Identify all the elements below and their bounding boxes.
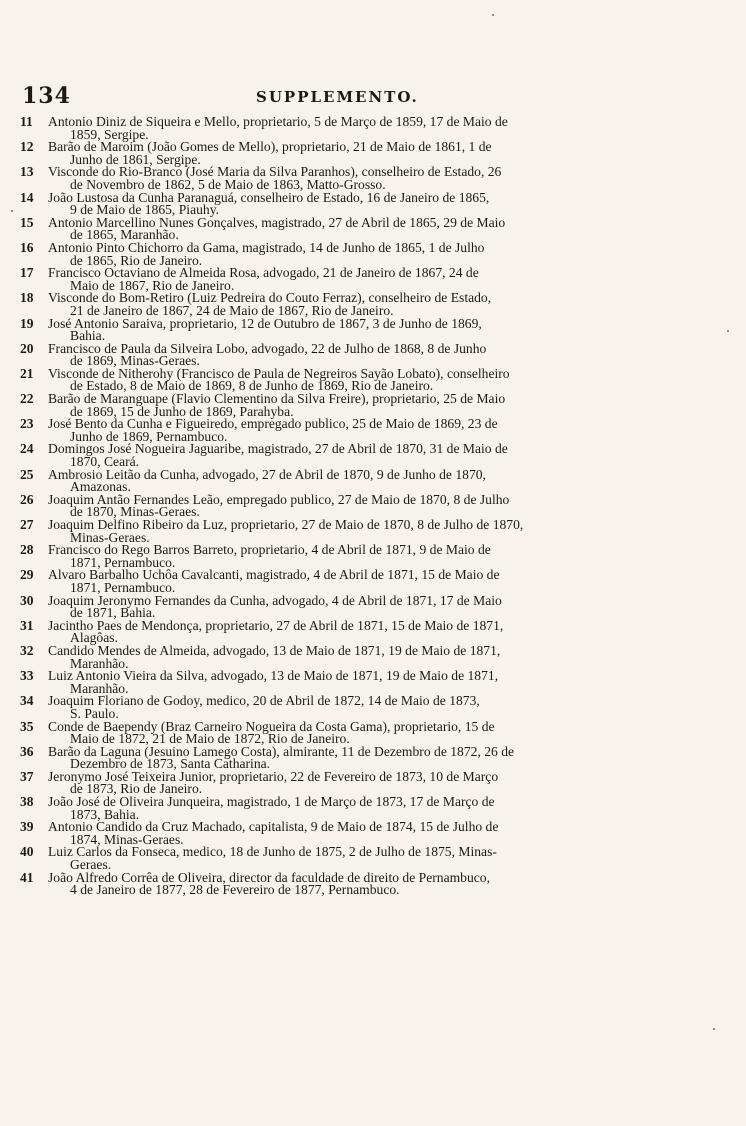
- entry-number: 11: [20, 114, 33, 129]
- entry-number: 19: [20, 315, 34, 331]
- entry-text: [48, 116, 666, 141]
- entry-continuation-line: 4 de Janeiro de 1877, 28 de Fevereiro de 1877, Pernambuco.: [70, 882, 400, 898]
- paper-speck: [713, 1028, 715, 1030]
- entry-text: [48, 821, 666, 846]
- entry-first-line: Joaquim Floriano de Godoy, medico, 20 de Abril de 1872, 14 de Maio de 1873,: [48, 693, 480, 709]
- list-item: [20, 393, 666, 418]
- entry-first-line: Barão de Maranguape (Flavio Clementino da Silva Freire), proprietario, 25 de Maio: [48, 391, 506, 407]
- entry-first-line: Ambrosio Leitão da Cunha, advogado, 27 de Abril de 1870, 9 de Junho de 1870,: [48, 466, 486, 482]
- list-item: [20, 743, 666, 772]
- entry-text: [48, 743, 666, 772]
- list-item: [20, 214, 666, 243]
- entry-continuation-line: de 1871, Bahia.: [70, 605, 156, 621]
- list-item: [20, 544, 666, 569]
- entry-continuation-line: de 1869, 15 de Junho de 1869, Parahyba.: [70, 403, 294, 419]
- list-item: [20, 116, 666, 141]
- entry-continuation-line: de 1873, Rio de Janeiro.: [70, 781, 203, 797]
- entry-first-line: Jacintho Paes de Mendonça, proprietario, 27 de Abril de 1871, 15 de Maio de 1871,: [48, 617, 504, 633]
- entry-number: 34: [20, 693, 34, 709]
- list-item: [20, 695, 666, 720]
- entry-list: [20, 116, 666, 897]
- list-item: [20, 670, 666, 695]
- entry-text: [48, 239, 666, 268]
- entry-continuation-line: de Novembro de 1862, 5 de Maio de 1863, Matto-Grosso.: [70, 176, 386, 192]
- paper-speck: [727, 330, 729, 332]
- paper-speck: [492, 14, 494, 16]
- entry-text: [48, 443, 666, 468]
- entry-first-line: Antonio Candido da Cruz Machado, capitalista, 9 de Maio de 1874, 15 de Julho de: [48, 819, 499, 835]
- entry-first-line: Antonio Marcellino Nunes Gonçalves, magistrado, 27 de Abril de 1865, 29 de Maio: [48, 214, 506, 230]
- list-item: [20, 869, 666, 898]
- entry-text: [48, 365, 666, 394]
- entry-first-line: Domingos José Nogueira Jaguaribe, magistrado, 27 de Abril de 1870, 31 de Maio de: [48, 441, 508, 457]
- entry-number: 29: [20, 567, 34, 583]
- entry-first-line: Joaquim Delfino Ribeiro da Luz, proprietario, 27 de Maio de 1870, 8 de Julho de 1870,: [48, 517, 524, 532]
- entry-continuation-line: S. Paulo.: [70, 705, 119, 721]
- entry-number: 12: [20, 139, 34, 155]
- entry-text: [48, 768, 666, 797]
- list-item: [20, 418, 666, 443]
- list-item: [20, 796, 666, 821]
- entry-number: 33: [20, 668, 34, 684]
- entry-continuation-line: Minas-Geraes.: [70, 529, 150, 545]
- entry-text: [48, 544, 666, 569]
- entry-continuation-line: Maranhão.: [70, 655, 129, 671]
- page-header: [22, 83, 682, 111]
- entry-first-line: Francisco de Paula da Silveira Lobo, advogado, 22 de Julho de 1868, 8 de Junho: [48, 340, 487, 356]
- entry-continuation-line: de 1865, Rio de Janeiro.: [70, 252, 203, 268]
- entry-text: [48, 491, 666, 520]
- entry-continuation-line: 9 de Maio de 1865, Piauhy.: [70, 202, 220, 218]
- entry-text: [48, 466, 666, 495]
- entry-first-line: José Bento da Cunha e Figueiredo, empregado publico, 25 de Maio de 1869, 23 de: [48, 416, 498, 432]
- entry-text: [48, 519, 666, 544]
- entry-continuation-line: 1871, Pernambuco.: [70, 579, 176, 595]
- entry-text: [48, 718, 666, 747]
- entry-number: 16: [20, 239, 34, 255]
- entry-number: 39: [20, 819, 34, 835]
- entry-continuation-line: 21 de Janeiro de 1867, 24 de Maio de 1867, Rio de Janeiro.: [70, 302, 394, 318]
- entry-number: 22: [20, 391, 34, 407]
- entry-continuation-line: Maio de 1872, 21 de Maio de 1872, Rio de Janeiro.: [70, 731, 350, 747]
- list-item: [20, 443, 666, 468]
- entry-first-line: Joaquim Jeronymo Fernandes da Cunha, advogado, 4 de Abril de 1871, 17 de Maio: [48, 592, 502, 608]
- entry-first-line: Francisco Octaviano de Almeida Rosa, advogado, 21 de Janeiro de 1867, 24 de: [48, 265, 479, 281]
- entry-number: 38: [20, 794, 34, 810]
- entry-continuation-line: 1873, Bahia.: [70, 806, 140, 822]
- list-item: [20, 846, 666, 871]
- entry-first-line: Luiz Antonio Vieira da Silva, advogado, 13 de Maio de 1871, 19 de Maio de 1871,: [48, 668, 499, 684]
- entry-number: 31: [20, 617, 34, 633]
- list-item: [20, 340, 666, 369]
- entry-text: [48, 141, 666, 166]
- entry-text: [48, 569, 666, 594]
- entry-text: [48, 695, 666, 720]
- entry-number: 35: [20, 718, 34, 734]
- list-item: [20, 292, 666, 317]
- entry-first-line: Alvaro Barbalho Uchôa Cavalcanti, magistrado, 4 de Abril de 1871, 15 de Maio de: [48, 567, 500, 583]
- entry-first-line: Candido Mendes de Almeida, advogado, 13 de Maio de 1871, 19 de Maio de 1871,: [48, 642, 501, 658]
- entry-first-line: Joaquim Antão Fernandes Leão, empregado publico, 27 de Maio de 1870, 8 de Julho: [48, 491, 510, 507]
- entry-text: [48, 315, 666, 344]
- entry-number: 20: [20, 340, 34, 356]
- entry-text: [48, 617, 666, 646]
- entry-continuation-line: 1859, Sergipe.: [70, 126, 149, 142]
- entry-number: 13: [20, 164, 34, 180]
- entry-number: 24: [20, 441, 34, 457]
- page-number: 134: [22, 83, 71, 109]
- entry-number: 32: [20, 642, 34, 658]
- entry-first-line: Barão da Laguna (Jesuino Lamego Costa), almirante, 11 de Dezembro de 1872, 26 de: [48, 743, 515, 759]
- entry-text: [48, 292, 666, 317]
- entry-first-line: Antonio Pinto Chichorro da Gama, magistrado, 14 de Junho de 1865, 1 de Julho: [48, 239, 485, 255]
- entry-number: 18: [20, 290, 34, 306]
- entry-continuation-line: Geraes.: [70, 857, 112, 873]
- entry-continuation-line: Junho de 1861, Sergipe.: [70, 151, 201, 167]
- entry-continuation-line: 1874, Minas-Geraes.: [70, 831, 184, 847]
- entry-continuation-line: de 1869, Minas-Geraes.: [70, 353, 200, 369]
- entry-first-line: Francisco do Rego Barros Barreto, proprietario, 4 de Abril de 1871, 9 de Maio de: [48, 542, 491, 558]
- entry-number: 27: [20, 517, 34, 532]
- entry-first-line: Visconde do Bom-Retiro (Luiz Pedreira do Couto Ferraz), conselheiro de Estado,: [48, 290, 492, 306]
- entry-number: 23: [20, 416, 34, 432]
- entry-first-line: Barão de Maroim (João Gomes de Mello), proprietario, 21 de Maio de 1861, 1 de: [48, 139, 492, 155]
- list-item: [20, 617, 666, 646]
- entry-text: [48, 670, 666, 695]
- entry-number: 26: [20, 491, 34, 507]
- entry-first-line: José Antonio Saraiva, proprietario, 12 de Outubro de 1867, 3 de Junho de 1869,: [48, 315, 482, 331]
- entry-number: 30: [20, 592, 34, 608]
- entry-text: [48, 267, 666, 292]
- entry-first-line: João Alfredo Corrêa de Oliveira, director da faculdade de direito de Pernambuco,: [48, 869, 490, 885]
- entry-text: [48, 393, 666, 418]
- list-item: [20, 768, 666, 797]
- list-item: [20, 642, 666, 671]
- entry-text: [48, 796, 666, 821]
- entry-text: [48, 642, 666, 671]
- list-item: [20, 166, 666, 191]
- entry-text: [48, 214, 666, 243]
- entry-text: [48, 592, 666, 621]
- entry-number: 37: [20, 768, 34, 784]
- entry-number: 17: [20, 265, 34, 281]
- list-item: [20, 569, 666, 594]
- entry-first-line: Visconde de Nitherohy (Francisco de Paula de Negreiros Sayão Lobato), conselheiro: [48, 365, 510, 381]
- entry-number: 21: [20, 365, 34, 381]
- entry-continuation-line: de Estado, 8 de Maio de 1869, 8 de Junho de 1869, Rio de Janeiro.: [70, 378, 434, 394]
- entry-first-line: Conde de Baependy (Braz Carneiro Nogueira da Costa Gama), proprietario, 15 de: [48, 718, 495, 734]
- entry-text: [48, 418, 666, 443]
- entry-number: 28: [20, 542, 34, 558]
- list-item: [20, 519, 666, 544]
- entry-text: [48, 189, 666, 218]
- entry-continuation-line: Junho de 1869, Pernambuco.: [70, 428, 228, 444]
- entry-number: 40: [20, 844, 34, 860]
- entry-number: 14: [20, 189, 34, 205]
- list-item: [20, 491, 666, 520]
- entry-continuation-line: Amazonas.: [70, 479, 131, 495]
- entry-text: [48, 166, 666, 191]
- list-item: [20, 466, 666, 495]
- list-item: [20, 365, 666, 394]
- entry-continuation-line: Maio de 1867, Rio de Janeiro.: [70, 277, 235, 293]
- list-item: [20, 821, 666, 846]
- entry-first-line: Antonio Diniz de Siqueira e Mello, proprietario, 5 de Março de 1859, 17 de Maio de: [48, 114, 508, 129]
- entry-continuation-line: Dezembro de 1873, Santa Catharina.: [70, 756, 271, 772]
- entry-first-line: Visconde do Rio-Branco (José Maria da Silva Paranhos), conselheiro de Estado, 26: [48, 164, 502, 180]
- entry-first-line: João José de Oliveira Junqueira, magistrado, 1 de Março de 1873, 17 de Março de: [48, 794, 495, 810]
- entry-number: 36: [20, 743, 34, 759]
- entry-first-line: Jeronymo José Teixeira Junior, proprietario, 22 de Fevereiro de 1873, 10 de Março: [48, 768, 499, 784]
- entry-continuation-line: de 1870, Minas-Geraes.: [70, 504, 200, 520]
- entry-first-line: João Lustosa da Cunha Paranaguá, conselheiro de Estado, 16 de Janeiro de 1865,: [48, 189, 490, 205]
- list-item: [20, 592, 666, 621]
- entry-number: 15: [20, 214, 34, 230]
- list-item: [20, 718, 666, 747]
- running-title: SUPPLEMENTO.: [256, 88, 419, 106]
- entry-continuation-line: 1871, Pernambuco.: [70, 554, 176, 570]
- list-item: [20, 141, 666, 166]
- entry-text: [48, 846, 666, 871]
- entry-continuation-line: Alagôas.: [70, 630, 118, 646]
- entry-continuation-line: Maranhão.: [70, 680, 129, 696]
- entry-continuation-line: de 1865, Maranhão.: [70, 227, 179, 243]
- list-item: [20, 315, 666, 344]
- entry-number: 41: [20, 869, 34, 885]
- entry-text: [48, 340, 666, 369]
- entry-first-line: Luiz Carlos da Fonseca, medico, 18 de Junho de 1875, 2 de Julho de 1875, Minas-: [48, 844, 497, 860]
- list-item: [20, 189, 666, 218]
- list-item: [20, 267, 666, 292]
- list-item: [20, 239, 666, 268]
- entry-number: 25: [20, 466, 34, 482]
- paper-speck: [11, 210, 13, 212]
- entry-continuation-line: 1870, Ceará.: [70, 454, 140, 470]
- entry-text: [48, 869, 666, 898]
- entry-continuation-line: Bahia.: [70, 328, 106, 344]
